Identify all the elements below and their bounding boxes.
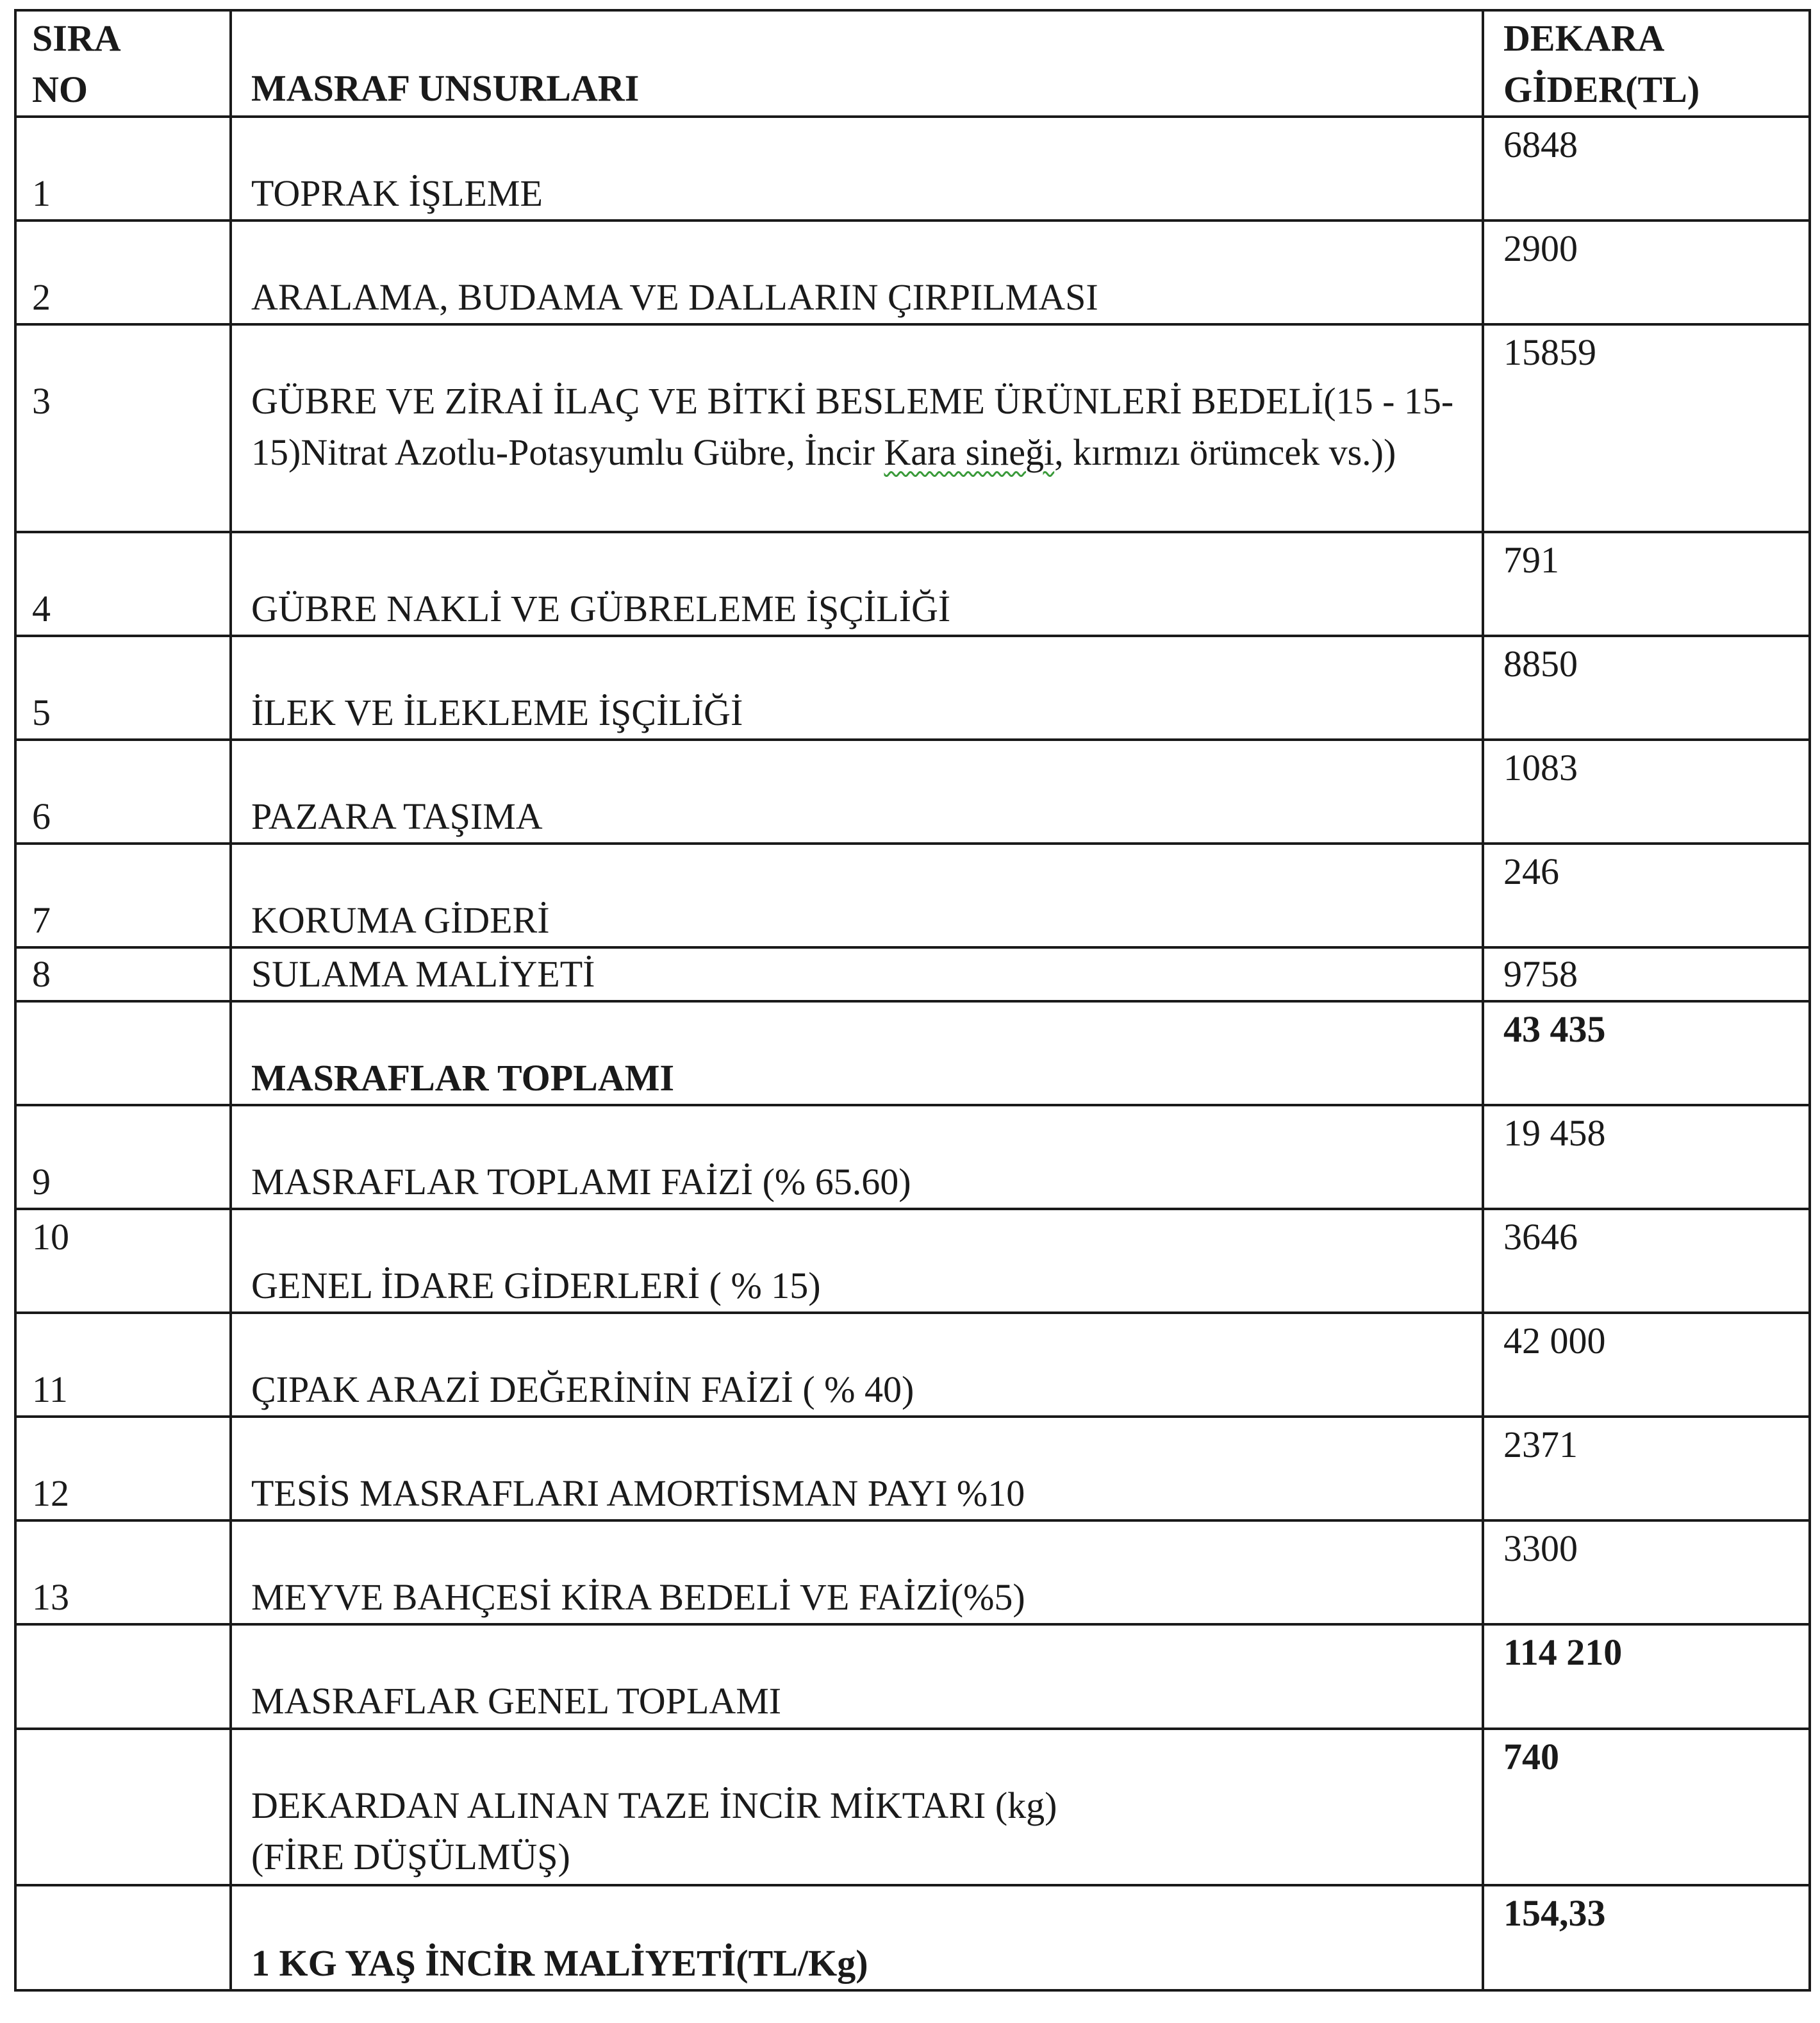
- row-no: 7: [32, 899, 51, 942]
- row-no-cell: [15, 844, 231, 947]
- header-value-label: DEKARA GİDER(TL): [1503, 17, 1700, 111]
- row-item: PAZARA TAŞIMA: [251, 795, 543, 838]
- row-item: MASRAFLAR TOPLAMI FAİZİ (% 65.60): [251, 1161, 911, 1203]
- row-item-line: (FİRE DÜŞÜLMÜŞ): [251, 1835, 570, 1877]
- row-item-cell: [231, 532, 1483, 636]
- row-item-cell: [231, 1105, 1483, 1209]
- row-no: [17, 1886, 229, 1938]
- row-item: [232, 326, 1482, 478]
- row-no: 10: [32, 1216, 69, 1258]
- row-no-cell: [15, 1624, 231, 1728]
- row-value-cell: [1483, 1417, 1810, 1520]
- table-row: [15, 117, 1810, 221]
- row-value: 19 458: [1503, 1112, 1606, 1154]
- header-row: [15, 10, 1810, 117]
- row-no-cell: [15, 1520, 231, 1624]
- row-value: 246: [1503, 851, 1559, 893]
- row-item: GENEL İDARE GİDERLERİ ( % 15): [251, 1265, 821, 1307]
- row-no: 6: [32, 795, 51, 838]
- row-value: 740: [1503, 1735, 1559, 1777]
- row-no: 11: [32, 1369, 68, 1411]
- row-item-cell: [231, 1729, 1483, 1885]
- row-value: 2371: [1503, 1424, 1578, 1466]
- row-value-cell: [1483, 1520, 1810, 1624]
- row-value-cell: [1483, 324, 1810, 532]
- row-value-cell: [1483, 117, 1810, 221]
- row-no: [17, 1003, 229, 1053]
- row-item: SULAMA MALİYETİ: [251, 953, 595, 995]
- row-item-cell: [231, 1520, 1483, 1624]
- cost-table: [14, 9, 1811, 1992]
- row-no-cell: [15, 1209, 231, 1313]
- row-value: 3300: [1503, 1528, 1578, 1570]
- row-item: MEYVE BAHÇESİ KİRA BEDELİ VE FAİZİ(%5): [251, 1576, 1025, 1619]
- row-item-cell: [231, 1417, 1483, 1520]
- table-row: [15, 1313, 1810, 1417]
- row-item: ÇIPAK ARAZİ DEĞERİNİN FAİZİ ( % 40): [251, 1369, 914, 1411]
- row-item-cell: [231, 636, 1483, 740]
- row-no-cell: [15, 636, 231, 740]
- table-row: [15, 1209, 1810, 1313]
- row-no-cell: [15, 221, 231, 324]
- row-no: 8: [32, 953, 51, 995]
- row-no-cell: [15, 532, 231, 636]
- row-no: 4: [32, 588, 51, 630]
- yield-row: [15, 1729, 1810, 1885]
- subtotal-row: [15, 1001, 1810, 1105]
- row-value-cell: [1483, 1313, 1810, 1417]
- table-row: [15, 1417, 1810, 1520]
- row-item-cell: [231, 324, 1483, 532]
- row-item-cell: [231, 1885, 1483, 1990]
- row-item: [232, 1730, 1482, 1883]
- row-value: 8850: [1503, 643, 1578, 685]
- row-no-cell: [15, 1313, 231, 1417]
- row-value: 9758: [1503, 953, 1578, 995]
- row-no-cell: [15, 740, 231, 844]
- row-value-cell: [1483, 1729, 1810, 1885]
- row-no-cell: [15, 1105, 231, 1209]
- row-value: 3646: [1503, 1216, 1578, 1258]
- row-value-cell: [1483, 1885, 1810, 1990]
- header-cell-no: [15, 10, 231, 117]
- header-no-label: SIRA NO: [32, 17, 119, 111]
- row-no-cell: [15, 1001, 231, 1105]
- row-value: 42 000: [1503, 1320, 1606, 1362]
- spellcheck-underlined-text: Kara sineği: [884, 431, 1055, 474]
- row-no-cell: [15, 117, 231, 221]
- row-value-cell: [1483, 1624, 1810, 1728]
- row-value-cell: [1483, 740, 1810, 844]
- row-no-cell: [15, 947, 231, 1001]
- header-item-label: MASRAF UNSURLARI: [251, 67, 640, 109]
- row-item-part: , kırmızı örümcek vs.)): [1054, 431, 1396, 474]
- row-no-cell: [15, 324, 231, 532]
- row-no: 12: [32, 1472, 69, 1515]
- row-no: 3: [32, 380, 51, 422]
- header-cell-value: [1483, 10, 1810, 117]
- table-row: [15, 1520, 1810, 1624]
- table-row: [15, 324, 1810, 532]
- row-item-cell: [231, 221, 1483, 324]
- table-row: [15, 636, 1810, 740]
- row-item-cell: [231, 117, 1483, 221]
- row-no: [17, 1730, 229, 1780]
- row-value-cell: [1483, 221, 1810, 324]
- header-cell-item: [231, 10, 1483, 117]
- grand-total-row: [15, 1624, 1810, 1728]
- row-value-cell: [1483, 532, 1810, 636]
- row-no-cell: [15, 1417, 231, 1520]
- row-item-cell: [231, 1624, 1483, 1728]
- row-no-cell: [15, 1885, 231, 1990]
- row-no: 1: [32, 172, 51, 215]
- row-no: 9: [32, 1161, 51, 1203]
- row-value-cell: [1483, 1105, 1810, 1209]
- row-value-cell: [1483, 1209, 1810, 1313]
- row-value: 2900: [1503, 228, 1578, 270]
- table-row: [15, 1105, 1810, 1209]
- row-item-cell: [231, 1313, 1483, 1417]
- table-row: [15, 740, 1810, 844]
- row-value-cell: [1483, 947, 1810, 1001]
- row-value: 114 210: [1503, 1631, 1623, 1674]
- row-value: 791: [1503, 539, 1559, 581]
- row-no: 13: [32, 1576, 69, 1619]
- row-item-part: GÜBRE VE ZİRAİ İLAÇ VE BİTKİ BESLEME ÜRÜNLERİ BEDELİ(15 - 15-15)Nitrat Azotlu-Potasyumlu Gübre, İncir: [251, 380, 1454, 474]
- row-no: [17, 1626, 229, 1676]
- row-item-line: DEKARDAN ALINAN TAZE İNCİR MİKTARI (kg): [251, 1784, 1057, 1826]
- row-value: 6848: [1503, 124, 1578, 166]
- row-no: 5: [32, 692, 51, 734]
- row-value: 1083: [1503, 747, 1578, 789]
- unit-cost-row: [15, 1885, 1810, 1990]
- row-item: KORUMA GİDERİ: [251, 899, 550, 942]
- row-item-cell: [231, 740, 1483, 844]
- row-item: TOPRAK İŞLEME: [251, 172, 543, 215]
- row-item: 1 KG YAŞ İNCİR MALİYETİ(TL/Kg): [251, 1942, 868, 1984]
- row-value-cell: [1483, 844, 1810, 947]
- row-value-cell: [1483, 636, 1810, 740]
- row-value: 15859: [1503, 331, 1596, 374]
- row-item: TESİS MASRAFLARI AMORTİSMAN PAYI %10: [251, 1472, 1025, 1515]
- row-item-cell: [231, 1209, 1483, 1313]
- row-no: 2: [32, 276, 51, 319]
- table-row: [15, 844, 1810, 947]
- row-item: İLEK VE İLEKLEME İŞÇİLİĞİ: [251, 692, 743, 734]
- row-item: GÜBRE NAKLİ VE GÜBRELEME İŞÇİLİĞİ: [251, 588, 951, 630]
- row-item-cell: [231, 947, 1483, 1001]
- row-item-cell: [231, 844, 1483, 947]
- row-no-cell: [15, 1729, 231, 1885]
- row-value: 43 435: [1503, 1008, 1606, 1051]
- row-item: ARALAMA, BUDAMA VE DALLARIN ÇIRPILMASI: [251, 276, 1098, 319]
- row-item: MASRAFLAR TOPLAMI: [251, 1057, 675, 1099]
- row-item: MASRAFLAR GENEL TOPLAMI: [251, 1680, 782, 1722]
- row-value-cell: [1483, 1001, 1810, 1105]
- row-item-cell: [231, 1001, 1483, 1105]
- table-row: [15, 947, 1810, 1001]
- table-row: [15, 532, 1810, 636]
- row-value: 154,33: [1503, 1892, 1606, 1934]
- table-row: [15, 221, 1810, 324]
